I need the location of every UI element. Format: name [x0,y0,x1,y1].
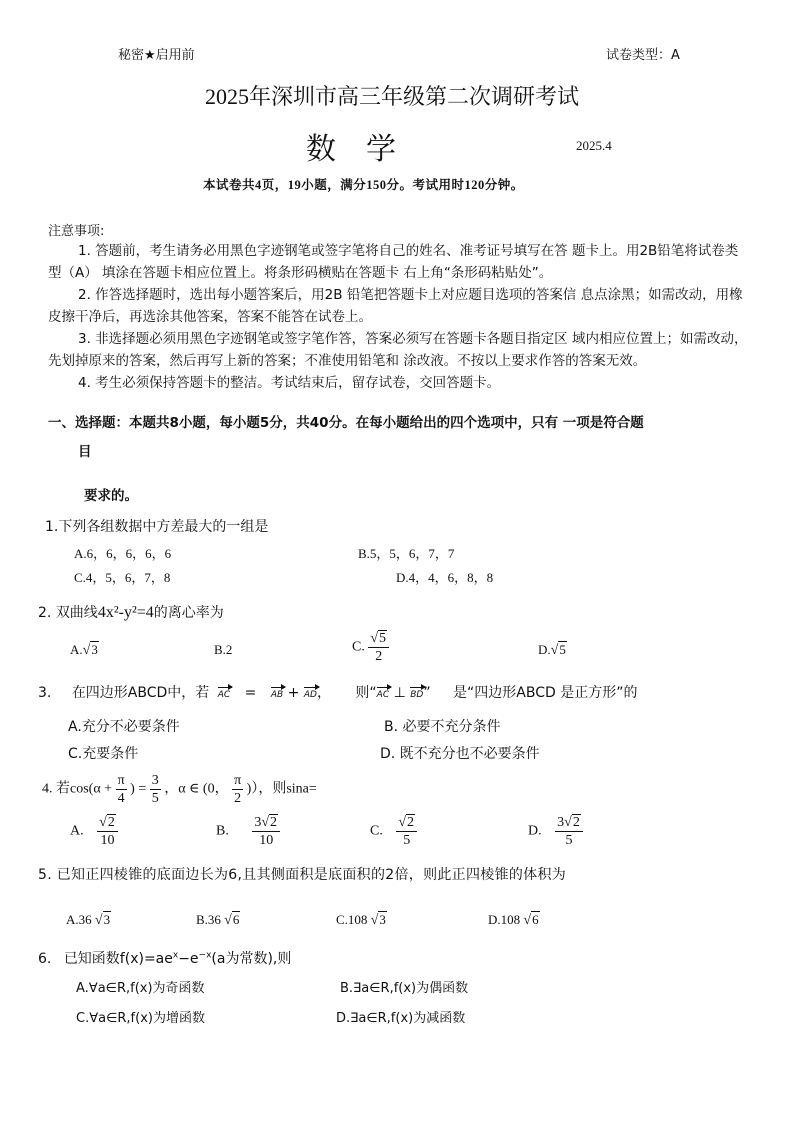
q3-stem-post: 是“四边形ABCD 是正方形”的 [453,685,638,701]
q3-plus: + [287,685,300,701]
q4-b-den: 10 [259,833,274,848]
q4-d-den: 5 [565,833,573,848]
q1-option-a: A.6，6，6，6，6 [74,546,172,561]
q6-stem-pre: 已知函数f(x)=ae [63,951,173,967]
question-3-stem [38,682,638,702]
question-5-stem: 5. 已知正四棱锥的底面边长为6,且其侧面积是底面积的2倍，则此正四棱锥的体积为 [38,867,567,883]
q5-option-c: C.108 √3 [336,912,386,928]
q3-then: 则“ [355,685,377,701]
q2-d-label: D. [538,642,551,657]
q4-fraction-3-5 [150,772,161,807]
vector-bd: BD [410,684,423,700]
q5-d-radicand: 6 [532,912,539,927]
q1-option-b: B.5，5，6，7，7 [358,546,455,561]
q2-d-radicand: 5 [559,642,566,657]
q2-number: 2. [38,605,52,621]
q6-option-c: C.∀a∈R,f(x)为增函数 [76,1011,205,1026]
q4-fraction-pi-2 [232,772,243,807]
vector-ac-2: AC [377,684,389,700]
q4-f3-den: 2 [234,791,242,806]
q4-fraction-pi-4 [116,772,127,807]
q6-option-a: A.∀a∈R,f(x)为奇函数 [76,981,205,996]
q3-comma: ， [316,685,331,701]
q2-c-label: C. [352,639,365,655]
q6-sup-neg-x: −x [198,950,212,961]
q3-number: 3. [38,685,52,701]
q4-a-label: A. [70,823,84,839]
note-1: 1. 答题前，考生请务必用黑色字迹钢笔或签字笔将自己的姓名、准考证号填写在答 题卡上。用2B铅笔将试卷类型（A） 填涂在答题卡相应位置上。将条形码横贴在答题卡 右上角“条形码粘贴处”。 [48,243,739,281]
q5-option-a: A.36 √3 [66,912,111,928]
q4-c-den: 5 [403,833,411,848]
q2-c-denominator: 2 [375,649,383,664]
q2-option-d: D.√5 [538,642,566,658]
section-heading-cont: 目 [78,444,92,460]
q4-option-b: B. $\frac{3√2}{10}$ [216,814,280,849]
q2-option-a [70,642,99,659]
q4-d-coef: 3 [557,815,565,830]
q6-option-d: D.∃a∈R,f(x)为减函数 [336,1011,466,1026]
q5-c-label: C.108 [336,912,368,927]
q3-option-d: D. 既不充分也不必要条件 [380,746,540,762]
q2-c-fraction: $\frac{√5}{2}$ [368,630,389,665]
q4-c-num: 2 [407,815,415,830]
q4-f2-num: 3 [151,773,159,788]
exam-date: 2025.4 [576,138,612,153]
q4-d-label: D. [528,823,542,839]
q1-option-d: D.4，4，6，8，8 [396,570,494,585]
q4-b-num: 2 [270,815,278,830]
q6-stem-post: (a为常数),则 [211,951,292,967]
notes-heading: 注意事项: [48,224,105,239]
q5-b-label: B.36 [196,912,221,927]
q4-stem-pre: 若cos(α + [56,781,113,797]
section-heading-cont2: 要求的。 [84,488,138,504]
q4-a-num: 2 [107,815,115,830]
q4-option-c: C. $\frac{√2}{5}$ [370,814,417,849]
q4-f1-den: 4 [117,791,125,806]
q5-option-d: D.108 √6 [488,912,539,928]
note-3: 3. 非选择题必须用黑色字迹钢笔或签字笔作答，答案必须写在答题卡各题目指定区 域内相应位置上；如需改动，先划掉原来的答案，然后再写上新的答案；不准使用铅笔和 涂改液。不按以上要求作答的答案无效。 [48,331,748,369]
perpendicular-symbol: ⊥ [393,685,406,701]
q3-option-b: B. 必要不充分条件 [384,719,501,735]
q4-a-den: 10 [100,833,115,848]
exam-title: 2025年深圳市高三年级第二次调研考试 [205,84,580,109]
q6-option-b: B.∃a∈R,f(x)为偶函数 [340,981,469,996]
q2-stem-pre: 双曲线 [55,605,98,621]
q4-condition: ，α ∈ (0， [164,781,229,797]
q4-d-num: 2 [572,815,580,830]
q5-c-radicand: 3 [379,912,386,927]
paper-type-label: 试卷类型：A [606,48,680,63]
vector-ab: AB [271,684,283,700]
question-2-stem [38,602,224,622]
q4-f2-den: 5 [151,791,159,806]
note-4: 4. 考生必须保持答题卡的整洁。考试结束后，留存试卷，交回答题卡。 [78,375,501,391]
q2-option-b: B.2 [214,642,233,657]
q4-option-d: D. $\frac{3√2}{5}$ [528,814,583,849]
q5-a-label: A.36 [66,912,92,927]
q4-option-a: A. $\frac{√2}{10}$ [70,814,118,849]
vector-ad: AD [304,684,317,700]
question-4-stem [42,772,317,807]
sqrt-symbol: √3 [82,642,98,658]
q6-number: 6. [38,951,52,967]
q4-number: 4. [42,781,53,797]
q2-a-label: A. [70,642,83,657]
q3-stem-pre: 在四边形ABCD中，若 [71,685,210,701]
q2-stem-post: 的离心率为 [153,605,224,621]
q5-a-radicand: 3 [103,912,111,927]
q5-b-radicand: 6 [232,912,240,927]
section-heading: 一、选择题：本题共8小题，每小题5分，共40分。在每小题给出的四个选项中，只有 一项是符合题 [48,415,644,431]
q4-c-label: C. [370,823,383,839]
note-2: 2. 作答选择题时，选出每小题答案后，用2B 铅笔把答题卡上对应题目选项的答案信 息点涂黑；如需改动，用橡皮擦干净后，再选涂其他答案，答案不能答在试卷上。 [48,287,743,325]
q4-f1-num: π [117,773,125,788]
q4-b-label: B. [216,823,229,839]
q4-mid: ) = [130,781,147,797]
q4-stem-post: )），则sina= [246,781,317,797]
q3-equals: = [244,685,257,701]
vector-ac: AC [218,684,230,700]
question-1-stem: 1.下列各组数据中方差最大的一组是 [45,519,269,535]
subject-title: 数 学 [306,133,396,166]
q2-option-c [352,630,389,665]
exam-info: 本试卷共4页，19小题，满分150分。考试用时120分钟。 [203,178,524,192]
q3-close-quote: ” [423,685,431,701]
q3-option-a: A.充分不必要条件 [68,719,180,735]
q5-option-b: B.36 √6 [196,912,240,928]
secret-label: 秘密★启用前 [118,48,195,63]
q6-sup-x: x [172,950,179,961]
q4-b-coef: 3 [254,815,262,830]
q3-option-c: C.充要条件 [68,746,139,762]
q5-d-label: D.108 [488,912,521,927]
q6-stem-mid: −e [178,951,199,967]
q4-f3-num: π [234,773,242,788]
q2-expression: 4x²-y²=4 [97,604,154,621]
q2-a-radicand: 3 [91,642,98,657]
q1-option-c: C.4，5，6，7，8 [74,570,171,585]
question-6-stem [38,948,291,968]
q2-c-numerator: 5 [379,631,387,646]
